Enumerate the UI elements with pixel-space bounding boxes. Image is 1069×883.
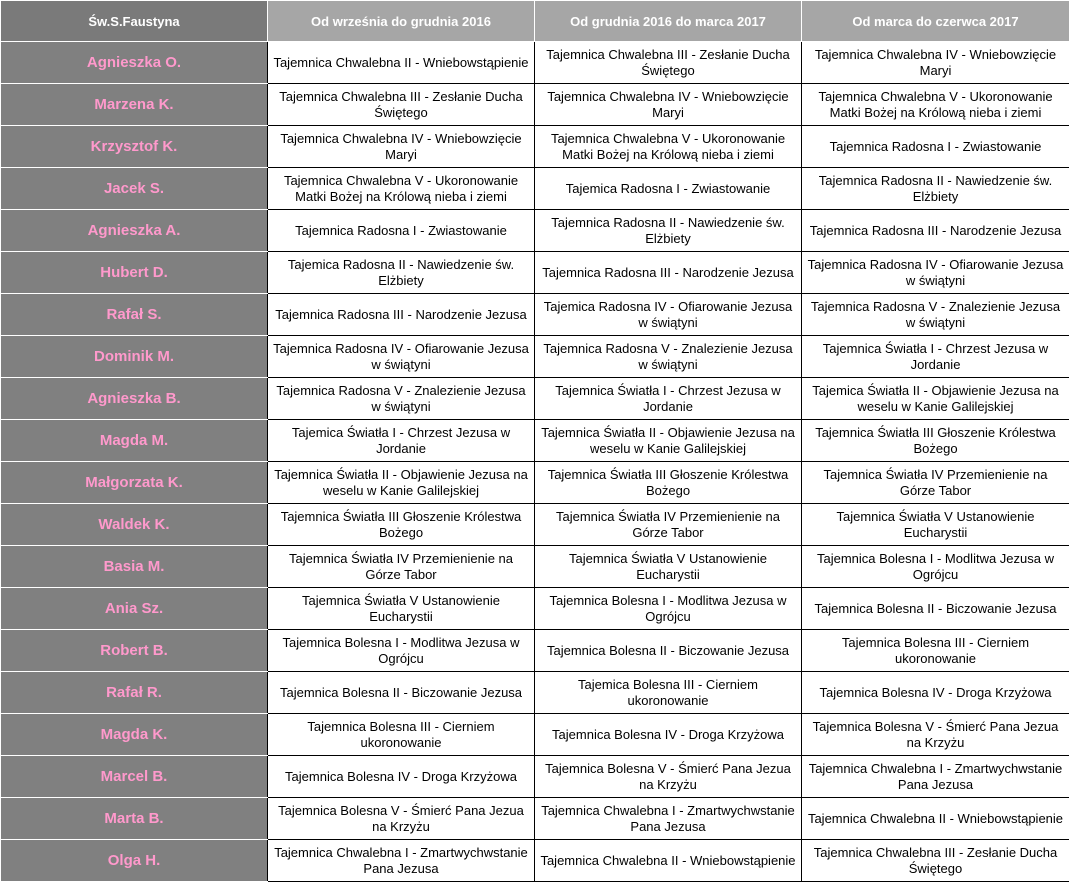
mystery-cell-period-2: Tajemnica Chwalebna IV - Wniebowzięcie Maryi xyxy=(535,84,802,126)
table-row xyxy=(1,210,1069,252)
table-row xyxy=(1,588,1069,630)
mystery-cell-period-3: Tajemnica Bolesna II - Biczowanie Jezusa xyxy=(802,588,1069,630)
mystery-cell-period-1: Tajemica Światła I - Chrzest Jezusa w Jordanie xyxy=(268,420,535,462)
mystery-cell-period-2: Tajemica Radosna IV - Ofiarowanie Jezusa w świątyni xyxy=(535,294,802,336)
table-row xyxy=(1,42,1069,84)
mystery-cell-period-2: Tajemnica Światła II - Objawienie Jezusa na weselu w Kanie Galilejskiej xyxy=(535,420,802,462)
person-name: Dominik M. xyxy=(1,336,268,378)
header-period-2: Od grudnia 2016 do marca 2017 xyxy=(535,1,802,42)
mystery-cell-period-2: Tajemnica Bolesna I - Modlitwa Jezusa w Ogrójcu xyxy=(535,588,802,630)
table-row xyxy=(1,294,1069,336)
table-body xyxy=(1,42,1069,882)
mystery-cell-period-1: Tajemnica Bolesna I - Modlitwa Jezusa w Ogrójcu xyxy=(268,630,535,672)
mystery-cell-period-3: Tajemnica Radosna I - Zwiastowanie xyxy=(802,126,1069,168)
table-row xyxy=(1,714,1069,756)
mystery-cell-period-3: Tajemnica Radosna V - Znalezienie Jezusa w świątyni xyxy=(802,294,1069,336)
mystery-cell-period-3: Tajemnica Chwalebna II - Wniebowstąpienie xyxy=(802,798,1069,840)
mystery-cell-period-1: Tajemnica Bolesna II - Biczowanie Jezusa xyxy=(268,672,535,714)
person-name: Marzena K. xyxy=(1,84,268,126)
mystery-cell-period-1: Tajemnica Bolesna IV - Droga Krzyżowa xyxy=(268,756,535,798)
person-name: Marcel B. xyxy=(1,756,268,798)
person-name: Agnieszka O. xyxy=(1,42,268,84)
table-row xyxy=(1,252,1069,294)
table-row xyxy=(1,504,1069,546)
person-name: Rafał S. xyxy=(1,294,268,336)
mystery-cell-period-2: Tajemnica Radosna III - Narodzenie Jezusa xyxy=(535,252,802,294)
mystery-cell-period-1: Tajemnica Światła V Ustanowienie Eucharystii xyxy=(268,588,535,630)
mystery-cell-period-3: Tajemnica Chwalebna IV - Wniebowzięcie Maryi xyxy=(802,42,1069,84)
mystery-cell-period-3: Tajemnica Chwalebna I - Zmartwychwstanie Pana Jezusa xyxy=(802,756,1069,798)
mystery-cell-period-1: Tajemnica Światła III Głoszenie Królestwa Bożego xyxy=(268,504,535,546)
mystery-cell-period-2: Tajemnica Bolesna IV - Droga Krzyżowa xyxy=(535,714,802,756)
table-row xyxy=(1,462,1069,504)
mystery-cell-period-1: Tajemnica Bolesna V - Śmierć Pana Jezua na Krzyżu xyxy=(268,798,535,840)
mystery-cell-period-1: Tajemnica Radosna III - Narodzenie Jezusa xyxy=(268,294,535,336)
table-row xyxy=(1,84,1069,126)
mystery-cell-period-2: Tajemnica Chwalebna III - Zesłanie Ducha Świętego xyxy=(535,42,802,84)
mystery-cell-period-1: Tajemnica Radosna V - Znalezienie Jezusa w świątyni xyxy=(268,378,535,420)
mystery-cell-period-3: Tajemnica Światła IV Przemienienie na Górze Tabor xyxy=(802,462,1069,504)
mystery-cell-period-1: Tajemnica Radosna IV - Ofiarowanie Jezusa w świątyni xyxy=(268,336,535,378)
mystery-cell-period-2: Tajemnica Radosna II - Nawiedzenie św. Elżbiety xyxy=(535,210,802,252)
mystery-cell-period-3: Tajemnica Bolesna III - Cierniem ukoronowanie xyxy=(802,630,1069,672)
mystery-cell-period-3: Tajemnica Światła I - Chrzest Jezusa w Jordanie xyxy=(802,336,1069,378)
table-header xyxy=(1,1,1069,42)
person-name: Krzysztof K. xyxy=(1,126,268,168)
header-row xyxy=(1,1,1069,42)
mystery-cell-period-3: Tajemnica Światła III Głoszenie Królestwa Bożego xyxy=(802,420,1069,462)
table-row xyxy=(1,378,1069,420)
table-row xyxy=(1,840,1069,882)
mystery-cell-period-1: Tajemnica Chwalebna IV - Wniebowzięcie Maryi xyxy=(268,126,535,168)
person-name: Magda M. xyxy=(1,420,268,462)
table-row xyxy=(1,798,1069,840)
mystery-cell-period-3: Tajemnica Chwalebna III - Zesłanie Ducha Świętego xyxy=(802,840,1069,882)
person-name: Małgorzata K. xyxy=(1,462,268,504)
mystery-cell-period-2: Tajemica Bolesna III - Cierniem ukoronowanie xyxy=(535,672,802,714)
person-name: Olga H. xyxy=(1,840,268,882)
mystery-cell-period-3: Tajemnica Światła V Ustanowienie Eucharystii xyxy=(802,504,1069,546)
mystery-cell-period-3: Tajemnica Chwalebna V - Ukoronowanie Matki Bożej na Królową nieba i ziemi xyxy=(802,84,1069,126)
person-name: Agnieszka B. xyxy=(1,378,268,420)
header-period-3: Od marca do czerwca 2017 xyxy=(802,1,1069,42)
person-name: Jacek S. xyxy=(1,168,268,210)
table-row xyxy=(1,168,1069,210)
mystery-cell-period-1: Tajemnica Bolesna III - Cierniem ukoronowanie xyxy=(268,714,535,756)
mystery-cell-period-1: Tajemnica Chwalebna III - Zesłanie Ducha Świętego xyxy=(268,84,535,126)
mystery-cell-period-1: Tajemnica Radosna I - Zwiastowanie xyxy=(268,210,535,252)
person-name: Ania Sz. xyxy=(1,588,268,630)
table-row xyxy=(1,630,1069,672)
mystery-cell-period-2: Tajemnica Bolesna V - Śmierć Pana Jezua na Krzyżu xyxy=(535,756,802,798)
mystery-cell-period-2: Tajemnica Bolesna II - Biczowanie Jezusa xyxy=(535,630,802,672)
table-row xyxy=(1,420,1069,462)
table-row xyxy=(1,126,1069,168)
person-name: Magda K. xyxy=(1,714,268,756)
mystery-cell-period-3: Tajemnica Bolesna V - Śmierć Pana Jezua na Krzyżu xyxy=(802,714,1069,756)
mystery-cell-period-3: Tajemnica Bolesna I - Modlitwa Jezusa w Ogrójcu xyxy=(802,546,1069,588)
mystery-cell-period-1: Tajemnica Chwalebna I - Zmartwychwstanie Pana Jezusa xyxy=(268,840,535,882)
mystery-cell-period-1: Tajemnica Chwalebna V - Ukoronowanie Matki Bożej na Królową nieba i ziemi xyxy=(268,168,535,210)
person-name: Rafał R. xyxy=(1,672,268,714)
header-period-1: Od września do grudnia 2016 xyxy=(268,1,535,42)
table-row xyxy=(1,756,1069,798)
mystery-cell-period-1: Tajemnica Chwalebna II - Wniebowstąpienie xyxy=(268,42,535,84)
mystery-cell-period-3: Tajemica Światła II - Objawienie Jezusa na weselu w Kanie Galilejskiej xyxy=(802,378,1069,420)
table-row xyxy=(1,336,1069,378)
mystery-cell-period-1: Tajemnica Światła II - Objawienie Jezusa na weselu w Kanie Galilejskiej xyxy=(268,462,535,504)
mystery-cell-period-3: Tajemnica Bolesna IV - Droga Krzyżowa xyxy=(802,672,1069,714)
person-name: Robert B. xyxy=(1,630,268,672)
mystery-cell-period-2: Tajemnica Chwalebna II - Wniebowstąpienie xyxy=(535,840,802,882)
mystery-cell-period-3: Tajemnica Radosna III - Narodzenie Jezusa xyxy=(802,210,1069,252)
mystery-cell-period-2: Tajemnica Światła III Głoszenie Królestwa Bożego xyxy=(535,462,802,504)
mystery-cell-period-2: Tajemnica Chwalebna I - Zmartwychwstanie Pana Jezusa xyxy=(535,798,802,840)
mystery-cell-period-2: Tajemnica Radosna V - Znalezienie Jezusa w świątyni xyxy=(535,336,802,378)
person-name: Hubert D. xyxy=(1,252,268,294)
mystery-cell-period-2: Tajemnica Światła IV Przemienienie na Górze Tabor xyxy=(535,504,802,546)
mystery-cell-period-2: Tajemnica Chwalebna V - Ukoronowanie Matki Bożej na Królową nieba i ziemi xyxy=(535,126,802,168)
person-name: Basia M. xyxy=(1,546,268,588)
person-name: Agnieszka A. xyxy=(1,210,268,252)
mystery-cell-period-1: Tajemnica Światła IV Przemienienie na Górze Tabor xyxy=(268,546,535,588)
person-name: Marta B. xyxy=(1,798,268,840)
header-name-column: Św.S.Faustyna xyxy=(1,1,268,42)
mystery-cell-period-1: Tajemica Radosna II - Nawiedzenie św. Elżbiety xyxy=(268,252,535,294)
mystery-cell-period-3: Tajemnica Radosna II - Nawiedzenie św. Elżbiety xyxy=(802,168,1069,210)
mystery-cell-period-2: Tajemica Radosna I - Zwiastowanie xyxy=(535,168,802,210)
mystery-cell-period-2: Tajemnica Światła I - Chrzest Jezusa w Jordanie xyxy=(535,378,802,420)
person-name: Waldek K. xyxy=(1,504,268,546)
mystery-cell-period-3: Tajemnica Radosna IV - Ofiarowanie Jezusa w świątyni xyxy=(802,252,1069,294)
table-row xyxy=(1,672,1069,714)
table-row xyxy=(1,546,1069,588)
mystery-cell-period-2: Tajemnica Światła V Ustanowienie Eucharystii xyxy=(535,546,802,588)
